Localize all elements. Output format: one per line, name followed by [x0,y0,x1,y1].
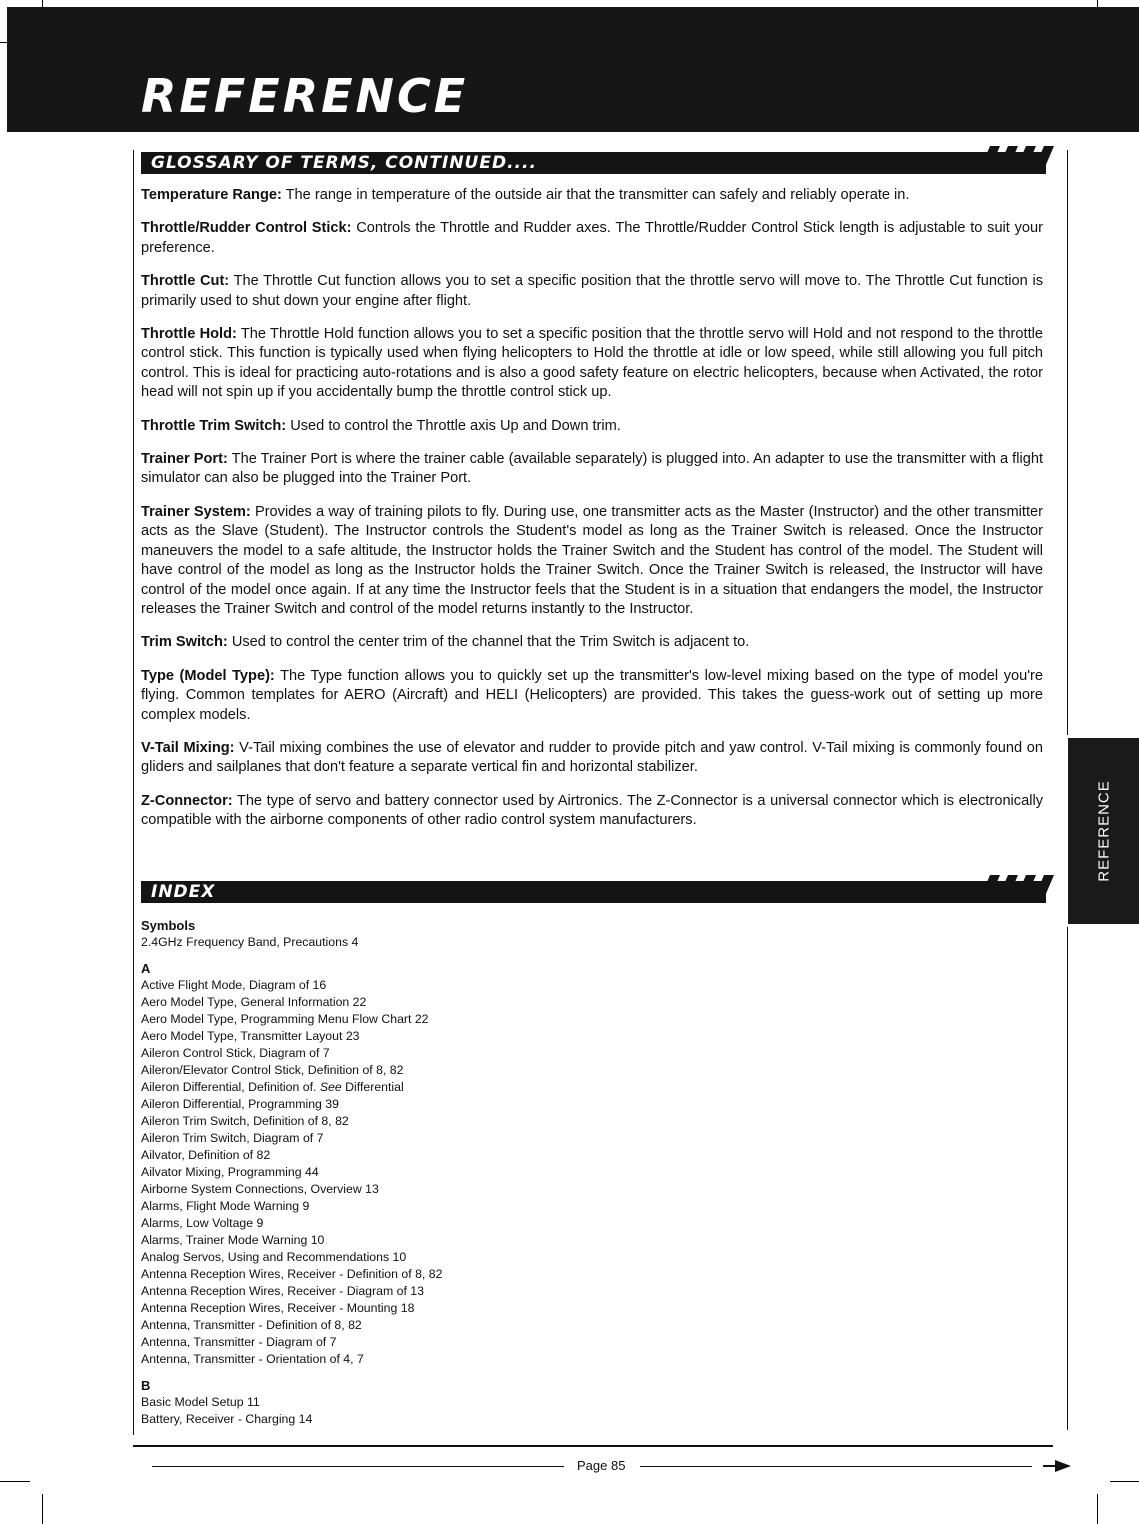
glossary-term: Throttle/Rudder Control Stick: [141,220,352,237]
glossary-definition: Controls the Throttle and Rudder axes. The Throttle/Rudder Control Stick length is adjustable to suit your preference. [141,220,1043,256]
glossary-definition: The Type function allows you to quickly set up the transmitter's low-level mixing based on the type of model you're flying. Common templates for AERO (Aircraft) and HELI (Helicopters) are provided. This takes the guess-work out of setting up more complex models. [141,667,1043,723]
slashes-decoration-icon [954,875,1054,909]
glossary-definition: Provides a way of training pilots to fly. During use, one transmitter acts as the Master (Instructor) and the other transmitter acts as the Slave (Student). The Instructor controls the Student's model as long as the Trainer Switch is released. Once the Instructor maneuvers the model to a safe altitude, the Instructor holds the Trainer Switch and the Student has control of the model. The Student will have control of the model as long as the Instructor holds the Trainer Switch. Once the Trainer Switch is released, the Instructor will have control of the model once again. If at any time the Instructor feels that the Student is in a situation that endangers the model, the Instructor releases the Trainer Switch and control of the model returns instantly to the Instructor. [141,503,1043,617]
glossary-entry [141,739,1043,778]
page-header [7,7,1139,132]
page-number: Page 85 [569,1458,633,1473]
glossary-definition: The Throttle Hold function allows you to set a specific position that the throttle servo will Hold and not respond to the throttle control stick. This function is typically used when flying helicopters to Hold the throttle at idle or low speed, while still allowing you full pitch control. This is ideal for practicing auto-rotations and is also a good safety feature on electric helicopters, because when Activated, the rotor head will not spin up if you accidentally bump the throttle control stick up. [141,326,1043,401]
glossary-definition: The Throttle Cut function allows you to set a specific position that the throttle servo will move to. The Throttle Cut function is primarily used to shut down your engine after flight. [141,273,1043,309]
index-entry-text: Alarms, Flight Mode Warning 9 [141,1199,310,1213]
crop-mark [0,1481,30,1482]
index-section-bar [141,881,1046,903]
index-see-reference: See [319,1080,342,1094]
index-entry [141,1181,661,1198]
index-entry-text: Basic Model Setup 11 [141,1395,260,1409]
index-entry-text: Antenna Reception Wires, Receiver - Mounting 18 [141,1301,415,1315]
index-entry-text: Aileron Differential, Definition of. [141,1080,320,1094]
index-entry [141,1351,661,1368]
index-group [141,1377,661,1428]
footer-rule-right [640,1466,1032,1467]
glossary-entry [141,633,1043,652]
glossary-term: Trainer Port: [141,451,228,468]
glossary-entry [141,186,1043,205]
index-list [141,917,661,1437]
index-entry [141,1045,661,1062]
index-section-title: INDEX [151,882,216,902]
index-group [141,917,661,951]
index-entry-text: Antenna Reception Wires, Receiver - Diagram of 13 [141,1284,424,1298]
next-page-arrow-icon [1043,1460,1071,1472]
glossary-definition: Used to control the center trim of the channel that the Trim Switch is adjacent to. [227,634,750,651]
index-entry-text: Alarms, Trainer Mode Warning 10 [141,1233,325,1247]
index-entry-text: Antenna Reception Wires, Receiver - Definition of 8, 82 [141,1267,443,1281]
glossary-entry [141,325,1043,403]
index-entry-text: Aileron/Elevator Control Stick, Definition of 8, 82 [141,1063,404,1077]
glossary-term: Throttle Hold: [141,326,237,343]
index-entry [141,1113,661,1130]
index-entry-text: Aero Model Type, Programming Menu Flow Chart 22 [141,1012,429,1026]
index-entry [141,1062,661,1079]
index-entry [141,1283,661,1300]
index-entry-text: Antenna, Transmitter - Orientation of 4, 7 [141,1352,364,1366]
index-entry-text: Alarms, Low Voltage 9 [141,1216,264,1230]
index-entry-text: Antenna, Transmitter - Diagram of 7 [141,1335,337,1349]
glossary-entry [141,272,1043,311]
index-entry [141,1394,661,1411]
glossary-definition: Used to control the Throttle axis Up and Down trim. [286,417,621,434]
glossary-section-bar [141,152,1046,174]
index-entry [141,1130,661,1147]
index-entry [141,934,661,951]
index-entry [141,1249,661,1266]
index-entry-text: Aileron Control Stick, Diagram of 7 [141,1046,330,1060]
index-entry-text: Antenna, Transmitter - Definition of 8, 82 [141,1318,362,1332]
index-entry-text: Aero Model Type, General Information 22 [141,995,367,1009]
frame-line-left [133,150,134,1435]
page-title: REFERENCE [141,69,469,123]
index-entry [141,1232,661,1249]
glossary-definition: The type of servo and battery connector used by Airtronics. The Z-Connector is a universal connector which is electronically compatible with the airborne components of other radio control system manufacturers. [141,792,1043,829]
index-group [141,960,661,1368]
index-see-target: Differential [341,1080,404,1094]
footer-rule-left [152,1466,564,1467]
frame-line-right [1067,927,1068,1430]
index-entry-text: Aileron Differential, Programming 39 [141,1097,339,1111]
index-entry [141,994,661,1011]
glossary-definition: The Trainer Port is where the trainer cable (available separately) is plugged into. An adapter to use the transmitter with a flight simulator can also be plugged into the Trainer Port. [141,451,1044,487]
index-entry [141,1011,661,1028]
index-group-heading: B [141,1378,151,1393]
crop-mark [1097,1494,1098,1524]
glossary-entry [141,417,1043,436]
index-entry-text: Ailvator, Definition of 82 [141,1148,271,1162]
glossary-entry [141,503,1043,619]
side-tab-label: REFERENCE [1095,780,1112,882]
glossary-definition: The range in temperature of the outside air that the transmitter can safely and reliably operate in. [281,187,910,203]
glossary-entry [141,792,1043,831]
index-entry-text: Aero Model Type, Transmitter Layout 23 [141,1029,360,1043]
index-entry [141,1198,661,1215]
frame-line-right [1067,150,1068,735]
index-entry-text: 2.4GHz Frequency Band, Precautions 4 [141,935,359,949]
index-entry [141,1300,661,1317]
index-entry [141,1028,661,1045]
glossary-term: Throttle Trim Switch: [141,417,287,434]
index-entry [141,1411,661,1428]
glossary-entry [141,450,1043,489]
index-entry [141,1079,661,1096]
index-entry [141,1096,661,1113]
index-entry [141,1266,661,1283]
index-group-heading: A [141,961,151,976]
index-entry [141,1147,661,1164]
glossary-entry [141,219,1043,258]
side-tab [1068,738,1139,924]
index-entry-text: Aileron Trim Switch, Diagram of 7 [141,1131,324,1145]
crop-mark [1110,1481,1139,1482]
glossary-term: V-Tail Mixing: [141,739,235,756]
index-entry [141,1215,661,1232]
glossary-term: Type (Model Type): [141,667,275,684]
index-entry-text: Ailvator Mixing, Programming 44 [141,1165,319,1179]
glossary-term: Throttle Cut: [141,273,230,290]
index-entry-text: Active Flight Mode, Diagram of 16 [141,978,327,992]
glossary-section-title: GLOSSARY OF TERMS, CONTINUED.... [151,153,537,173]
index-entry [141,977,661,994]
crop-mark [42,1494,43,1524]
index-entry [141,1317,661,1334]
index-group-heading: Symbols [141,918,196,933]
glossary-term: Trainer System: [141,503,251,520]
index-entry [141,1334,661,1351]
frame-line-bottom [133,1445,1053,1447]
glossary-term: Temperature Range: [141,187,282,203]
glossary-entry [141,667,1043,725]
slashes-decoration-icon [954,146,1054,180]
index-entry-text: Aileron Trim Switch, Definition of 8, 82 [141,1114,349,1128]
index-entry [141,1164,661,1181]
glossary-definition: V-Tail mixing combines the use of elevator and rudder to provide pitch and yaw control. V-Tail mixing is commonly found on gliders and sailplanes that don't feature a separate vertical fin and horizontal stabilizer. [141,739,1043,776]
glossary-list [141,186,1043,845]
index-entry-text: Airborne System Connections, Overview 13 [141,1182,379,1196]
glossary-term: Trim Switch: [141,634,228,651]
glossary-term: Z-Connector: [141,792,233,809]
index-entry-text: Battery, Receiver - Charging 14 [141,1412,313,1426]
index-entry-text: Analog Servos, Using and Recommendations 10 [141,1250,407,1264]
